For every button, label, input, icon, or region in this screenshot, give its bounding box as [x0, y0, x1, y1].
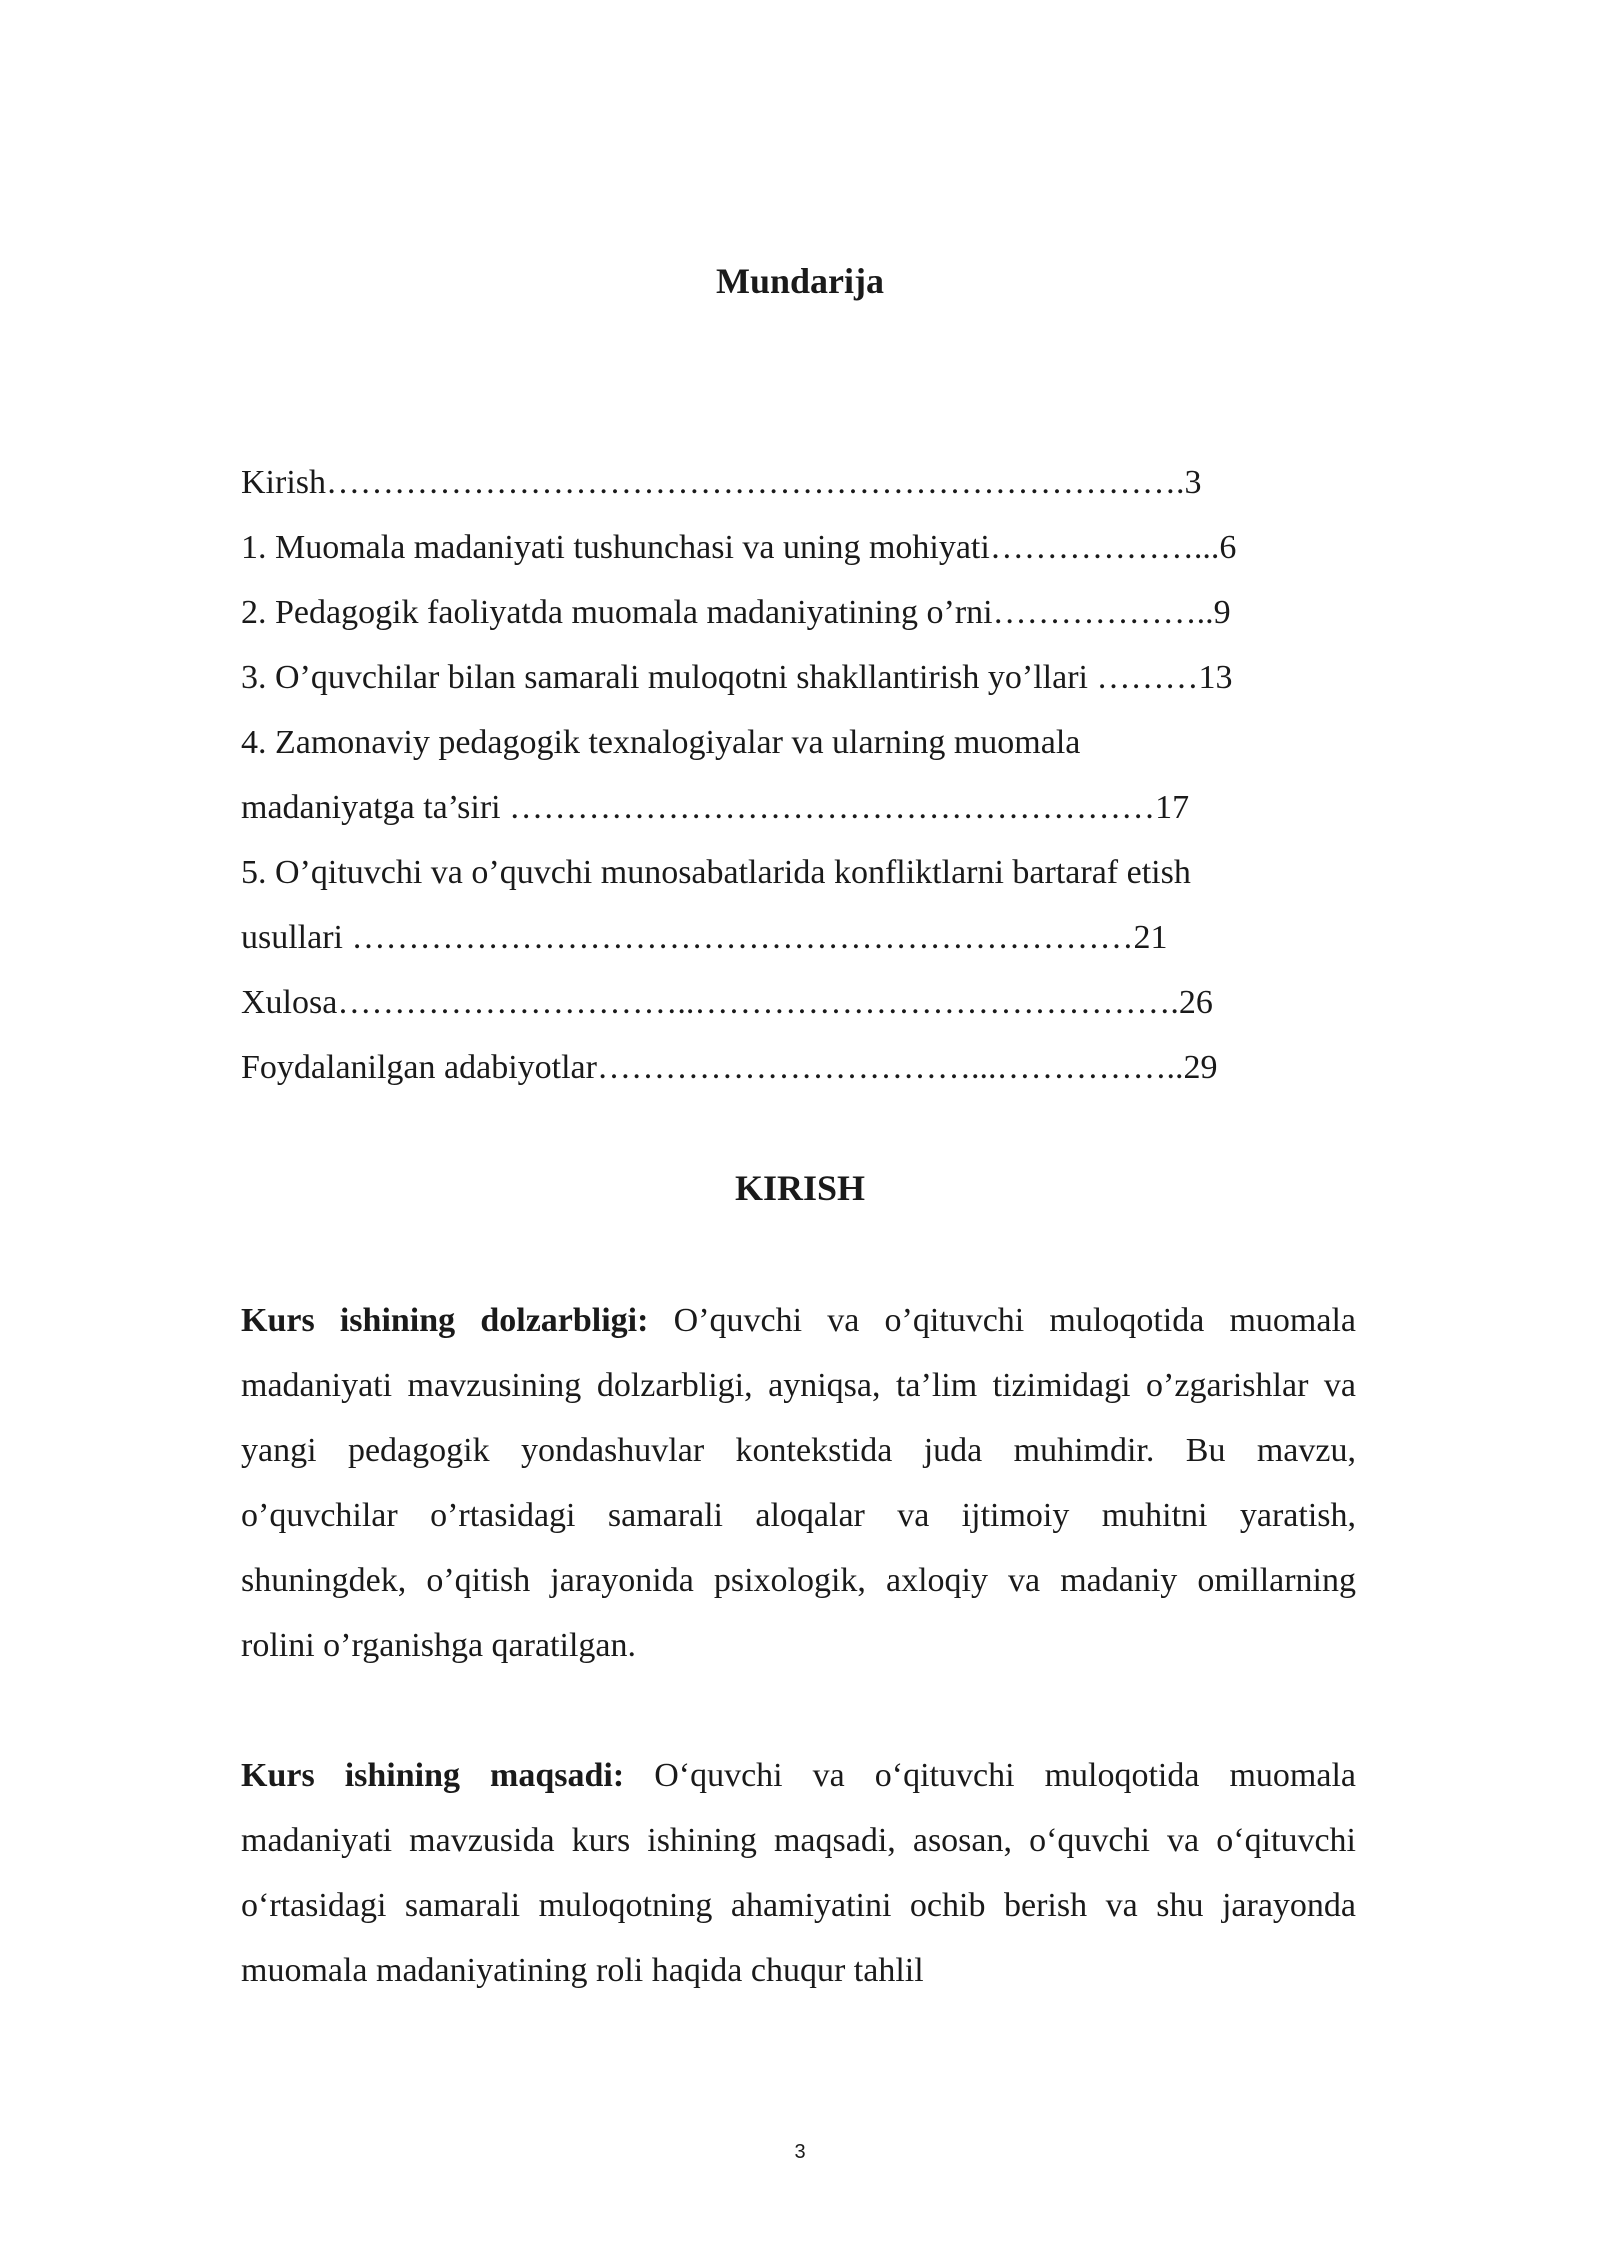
toc-entry-4-continued[interactable]: madaniyatga ta’siri …………………………………………………17 — [241, 789, 1190, 826]
toc-entry-2[interactable]: 2. Pedagogik faoliyatda muomala madaniyatining o’rni………………..9 — [241, 594, 1231, 631]
relevance-paragraph — [241, 1288, 1356, 1678]
goal-paragraph — [241, 1743, 1356, 2003]
goal-text: O‘quvchi va o‘qituvchi muloqotida muomala madaniyati mavzusida kurs ishining maqsadi, asosan, o‘quvchi va o‘qituvchi o‘rtasidagi samarali muloqotning ahamiyatini ochib berish va shu jarayonda muomala madaniyatining roli haqida chuqur tahlil — [241, 1757, 1356, 1989]
toc-entry-4[interactable]: 4. Zamonaviy pedagogik texnalogiyalar va ularning muomala — [241, 724, 1081, 761]
relevance-text: O’quvchi va o’qituvchi muloqotida muomala madaniyati mavzusining dolzarbligi, ayniqsa, ta’lim tizimidagi o’zgarishlar va yangi pedagogik yondashuvlar kontekstida juda muhimdir. Bu mavzu, o’quvchilar o’rtasidagi samarali aloqalar va ijtimoiy muhitni yaratish, shuningdek, o’qitish jarayonida psixologik, axloqiy va madaniy omillarning rolini o’rganishga qaratilgan. — [241, 1302, 1357, 1664]
relevance-label: Kurs ishining dolzarbligi: — [241, 1302, 649, 1339]
section-heading-kirish: KIRISH — [734, 1168, 866, 1208]
toc-entry-adabiyotlar[interactable]: Foydalanilgan adabiyotlar……………………………...……………..29 — [241, 1049, 1218, 1086]
toc-entry-xulosa[interactable]: Xulosa…………………………..…………………………………….26 — [241, 984, 1213, 1021]
page-number: 3 — [794, 2141, 806, 2163]
goal-label: Kurs ishining maqsadi: — [241, 1757, 625, 1794]
table-of-contents — [241, 450, 1361, 1100]
toc-entry-5[interactable]: 5. O’qituvchi va o’quvchi munosabatlarida konfliktlarni bartaraf etish — [241, 854, 1191, 891]
toc-entry-3[interactable]: 3. O’quvchilar bilan samarali muloqotni shakllantirish yo’llari ………13 — [241, 659, 1233, 696]
toc-entry-kirish[interactable]: Kirish………………………………………………………………….3 — [241, 464, 1202, 501]
toc-title: Mundarija — [715, 261, 884, 301]
toc-entry-5-continued[interactable]: usullari ……………………………………………………………21 — [241, 919, 1168, 956]
toc-entry-1[interactable]: 1. Muomala madaniyati tushunchasi va uning mohiyati………………...6 — [241, 529, 1237, 566]
